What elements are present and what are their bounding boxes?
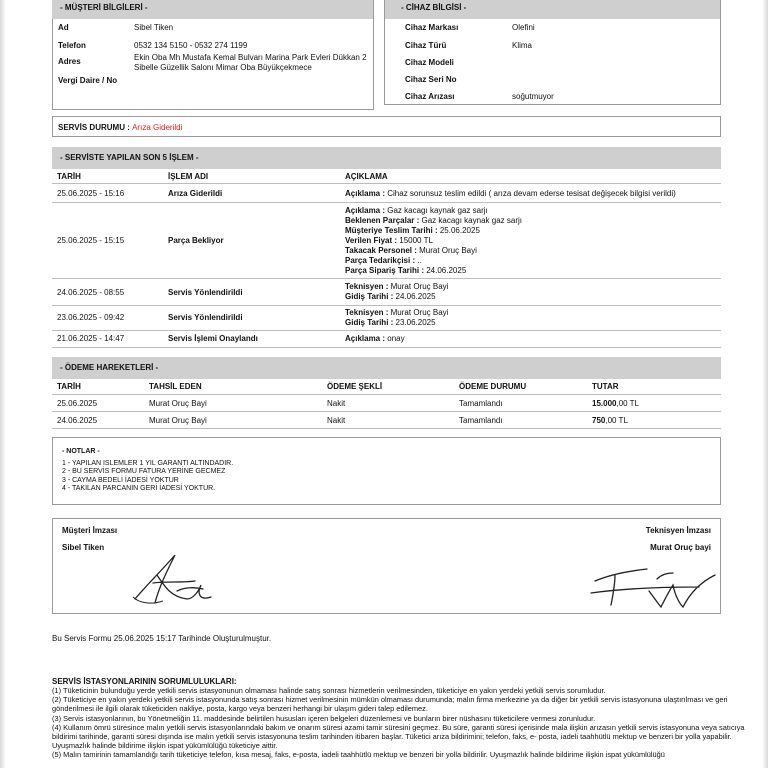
- note-item: 2 - BU SERVİS FORMU FATURA YERİNE GECMEZ: [62, 468, 226, 475]
- pay-row-by: Murat Oruç Bayi: [149, 416, 207, 425]
- note-item: 4 - TAKILAN PARCANIN GERİ İADESİ YOKTUR.: [62, 485, 216, 492]
- pay-row-amount: 15.000,00 TL: [592, 399, 640, 408]
- created-note: Bu Servis Formu 25.06.2025 15:17 Tarihinde Oluşturulmuştur.: [52, 634, 272, 643]
- pay-row-method: Nakit: [327, 416, 346, 425]
- op-row-date: 25.06.2025 - 15:15: [57, 236, 125, 245]
- divider: [52, 202, 721, 203]
- op-header-name: İŞLEM ADI: [168, 172, 209, 181]
- responsibilities-text: [52, 686, 752, 760]
- device-info-box: - CİHAZ BİLGİSİ - Cihaz Markası Olefini Cihaz Türü Klima Cihaz Modeli Cihaz Seri No Cihaz Arızası soğutmuyor: [384, 0, 721, 105]
- notes-title: - NOTLAR -: [62, 448, 100, 455]
- service-status-box: [52, 116, 721, 137]
- op-header-date: TARİH: [57, 172, 81, 181]
- device-info-title: - CİHAZ BİLGİSİ -: [385, 0, 720, 19]
- op-row-desc: Açıklama : Cihaz sorunsuz teslim edildi ( arıza devam ederse tesisat değişecek bilgisi verildi): [345, 189, 676, 198]
- pay-header-method: ÖDEME ŞEKLİ: [327, 382, 383, 391]
- customer-info-box: - MÜŞTERİ BİLGİLERİ - Ad Sibel Tiken Telefon 0532 134 5150 - 0532 274 1199 Adres Ekin Oba Mh Mustafa Kemal Bulvarı Marina Park Evleri Dükkan 2 Sibelle Güzellik Salonı Mimar Oba Büyükçekmece Vergi Daire / No: [52, 0, 374, 110]
- divider: [52, 305, 721, 306]
- responsibility-item: (5) Malın tamirinin tamamlandığı tarih tüketiciye telefon, kısa mesaj, faks, e-posta, iadeli taahhütlü mektup ve benzeri bir yolla bildirilir. Uyuşmazlık halinde bildirime ilişkin ispat yükümlülüğü: [52, 750, 665, 760]
- pay-row-amount: 750,00 TL: [592, 416, 628, 425]
- signature-box: [52, 518, 721, 614]
- op-row-name: Servis Yönlendirildi: [168, 313, 243, 322]
- customer-info-title: - MÜŞTERİ BİLGİLERİ -: [52, 0, 373, 19]
- note-item: 3 - CAYMA BEDELİ İADESİ YOKTUR: [62, 476, 179, 484]
- op-row-desc: Teknisyen : Murat Oruç Bayi Gidiş Tarihi : 24.06.2025: [345, 282, 449, 301]
- divider: [52, 183, 721, 184]
- divider: [52, 330, 721, 331]
- responsibility-item: (2) Tüketiciye en yakın yerdeki yetkili servis istasyonunda satış sonrası hizmet verilmesinin mümkün olmaması durumunda; malın firma merkezine ya da diğer bir yetkili servis istasyonuna ulaştırılması ve geri gönderilmesi ile ilgili olarak tüketiciden nakliye, posta, kargo veya benzeri herhangi bir ulaşım gideri talep edilemez.: [52, 695, 728, 714]
- pay-header-date: TARİH: [57, 382, 81, 391]
- op-row-desc: Teknisyen : Murat Oruç Bayi Gidiş Tarihi : 23.06.2025: [345, 308, 449, 327]
- op-row-date: 23.06.2025 - 09:42: [57, 313, 125, 322]
- customer-signature-label: Müşteri İmzası: [62, 526, 118, 535]
- divider: [52, 428, 721, 429]
- pay-header-by: TAHSİL EDEN: [149, 382, 202, 391]
- op-row-name: Servis Yönlendirildi: [168, 288, 243, 297]
- op-row-name: Arıza Giderildi: [168, 189, 223, 198]
- divider: [52, 394, 721, 395]
- pay-row-date: 25.06.2025: [57, 399, 98, 408]
- pay-row-by: Murat Oruç Bayi: [149, 399, 207, 408]
- pay-row-method: Nakit: [327, 399, 346, 408]
- responsibility-item: (1) Tüketicinin bulunduğu yerde yetkili servis istasyonunun olmaması halinde satış sonrası hizmetlerin verilmesinden, tüketiciye en yakın yerdeki yetkili servis sorumludur.: [52, 686, 606, 695]
- divider: [52, 411, 721, 412]
- service-status-value: Arıza Giderildi: [132, 123, 183, 132]
- payments-title: - ÖDEME HAREKETLERİ -: [52, 357, 721, 379]
- op-header-desc: AÇIKLAMA: [345, 172, 388, 181]
- pay-header-amount: TUTAR: [592, 382, 619, 391]
- op-row-date: 25.06.2025 - 15:16: [57, 189, 125, 198]
- responsibility-item: (4) Kullanım ömrü süresince malın yetkili servis istasyonlarındaki bakım ve onarım süresi azami tamir süresini geçmez. Bu süre, garanti süresi içerisinde mala ilişkin arızasın yetkili servis istasyonuna veya satıcıya bildirimi tarihinde, garanti süresi dışında ise malın yetkili servis istasyonuna teslim tarihinden itibaren başlar. Tüketici arıza bildirimini; telefon, faks, e- posta, iadeli taahhütlü mektup ve benzeri bir yolla yapabilir. Uyuşmazlık halinde bildirime ilişkin ispat yükümlülüğü tüketiciye aittir.: [52, 722, 745, 751]
- divider: [52, 347, 721, 348]
- op-row-name: Servis İşlemi Onaylandı: [168, 334, 258, 343]
- responsibilities-title: SERVİS İSTASYONLARININ SORUMLULUKLARI:: [52, 677, 237, 686]
- pay-header-status: ÖDEME DURUMU: [459, 382, 527, 391]
- tech-signature-label: Teknisyen İmzası: [645, 526, 711, 535]
- customer-signature-drawing: [115, 547, 225, 609]
- op-row-desc: Açıklama : Gaz kacagı kaynak gaz sarjı Beklenen Parçalar : Gaz kacagı kaynak gaz sarjı Müşteriye Teslim Tarihi : 25.06.2025 Verilen Fiyat : 15000 TL Takacak Personel : Murat Oruç Bayi Parça Tedarikçisi : .. Parça Sipariş Tarihi : 24.06.2025: [345, 206, 522, 275]
- divider: [52, 278, 721, 279]
- pay-row-status: Tamamlandı: [459, 399, 503, 408]
- service-status-label: SERVİS DURUMU :: [58, 123, 130, 132]
- op-row-date: 21.06.2025 - 14:47: [57, 334, 125, 343]
- responsibility-item: (3) Servis istasyonlarının, bu Yönetmeliğin 11. maddesinde belirtilen hususları içeren belgeleri düzenlemesi ve bunların birer nüshasını tüketicilere vermesi zorunludur.: [52, 713, 596, 723]
- customer-signature-name: Sibel Tiken: [62, 543, 105, 552]
- op-row-name: Parça Bekliyor: [168, 236, 224, 245]
- op-row-date: 24.06.2025 - 08:55: [57, 288, 125, 297]
- tech-signature-name: Murat Oruç bayi: [650, 543, 711, 552]
- note-item: 1 - YAPILAN ISLEMLER 1 YIL GARANTI ALTINDADIR.: [62, 459, 234, 467]
- pay-row-status: Tamamlandı: [459, 416, 503, 425]
- op-row-desc: Açıklama : onay: [345, 334, 405, 343]
- tech-signature-drawing: [589, 563, 719, 613]
- operations-title: - SERVİSTE YAPILAN SON 5 İŞLEM -: [52, 147, 721, 169]
- notes-box: [52, 437, 721, 505]
- page-edge-left: [0, 0, 6, 768]
- pay-row-date: 24.06.2025: [57, 416, 98, 425]
- page-edge-right: [762, 0, 768, 768]
